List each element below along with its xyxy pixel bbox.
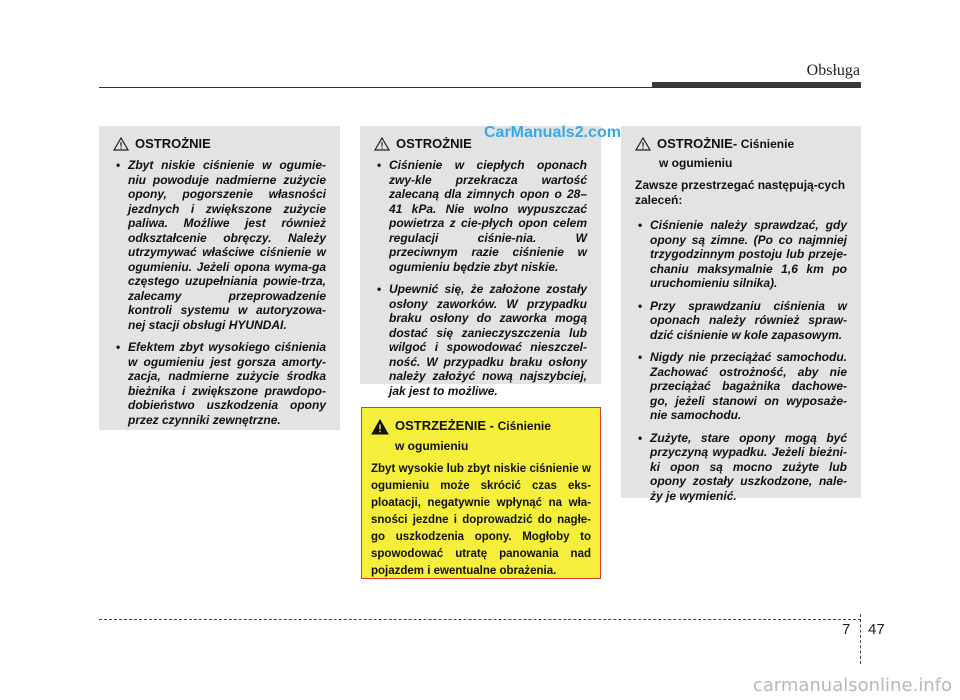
caution-title-sub-line: w ogumieniu bbox=[659, 156, 733, 170]
caution-header bbox=[635, 136, 847, 152]
header-rule bbox=[99, 87, 861, 88]
caution-list bbox=[635, 218, 847, 503]
caution-list bbox=[374, 158, 587, 398]
section-title: Obsługa bbox=[806, 62, 860, 79]
caution-header bbox=[113, 136, 326, 152]
list-item: • Zużyte, stare opony mogą być przyczyną wypadku. Jeżeli bieżni-ki opon są mocno zużyte lub opony zostały uszkodzone, nale-ży je wymienić. bbox=[638, 430, 847, 503]
caution-title-main: OSTROŻNIE- bbox=[657, 136, 738, 151]
caution-title bbox=[657, 136, 794, 152]
list-item-text: Nigdy nie przeciążać samochodu. Zachować ostrożność, aby nie przeciążać bagażnika dachowe-go, jeżeli stanowi on wyposaże-nie samochodu. bbox=[650, 350, 847, 422]
footer-divider bbox=[860, 614, 861, 664]
list-item: • Przy sprawdzaniu ciśnienia w oponach należy również spraw-dzić ciśnienie w kole zapasowym. bbox=[638, 298, 847, 342]
warning-title-main: OSTRZEŻENIE - bbox=[395, 418, 494, 433]
caution-triangle-icon bbox=[113, 137, 129, 151]
warning-triangle-icon bbox=[371, 419, 389, 435]
list-item-text: Przy sprawdzaniu ciśnienia w oponach należy również spraw-dzić ciśnienie w kole zapasowym. bbox=[650, 298, 847, 342]
warning-title-sub-line: w ogumieniu bbox=[395, 439, 469, 453]
list-item-text: Ciśnienie należy sprawdzać, gdy opony są zimne. (Po co najmniej trzygodzinnym postoju lub przeje-chaniu maksymalnie 1,6 km po uruchomieniu silnika). bbox=[650, 218, 847, 290]
list-item: • Nigdy nie przeciążać samochodu. Zachować ostrożność, aby nie przeciążać bagażnika dachowe-go, jeżeli stanowi on wyposaże-nie samochodu. bbox=[638, 350, 847, 422]
list-item: • Zbyt niskie ciśnienie w ogumie-niu powoduje nadmierne zużycie opony, pogorszenie własności jezdnych i zwiększone zużycie paliwa. Możliwe jest również odkształcenie obręczy. Należy utrzymywać właściwe ciśnienie w ogumieniu. Jeżeli opona wyma-ga częstego uzupełniania powie-trza, zalecamy przeprowadzenie kontroli systemu w autoryzowa-nej stacji obsługi HYUNDAI. bbox=[116, 158, 326, 332]
warning-title bbox=[395, 418, 551, 434]
footer-rule bbox=[99, 619, 861, 620]
caution-list bbox=[113, 158, 326, 427]
list-item: • Upewnić się, że założone zostały osłony zaworków. W przypadku braku osłony do zaworka mogą dostać się zanieczyszczenia lub wilgoć i spowodować nieszczel-ność. W przypadku braku osłony należy założyć nową najszybciej, jak jest to możliwe. bbox=[377, 282, 587, 398]
caution-box-low-pressure bbox=[99, 126, 340, 430]
warning-header bbox=[371, 418, 591, 435]
warning-box-tire-pressure bbox=[361, 407, 601, 579]
caution-title: OSTROŻNIE bbox=[135, 136, 211, 151]
caution-intro: Zawsze przestrzegać następują-cych zaleceń: bbox=[635, 178, 846, 207]
warning-title-sub: Ciśnienie bbox=[497, 419, 551, 433]
page-number: 47 bbox=[868, 621, 885, 638]
caution-title: OSTROŻNIE bbox=[396, 136, 472, 151]
caution-title-sub: Ciśnienie bbox=[740, 137, 795, 151]
caution-box-tire-pressure bbox=[621, 126, 861, 503]
chapter-number: 7 bbox=[842, 621, 851, 638]
list-item: • Ciśnienie należy sprawdzać, gdy opony są zimne. (Po co najmniej trzygodzinnym postoju lub przeje-chaniu maksymalnie 1,6 km po uruchomieniu silnika). bbox=[638, 218, 847, 290]
list-item-text: Efektem zbyt wysokiego ciśnienia w ogumieniu jest gorsza amorty-zacja, nadmierne zużycie środka bieżnika i zwiększone prawdopo-dobieństwo uszkodzenia opony przez czynniki zewnętrzne. bbox=[128, 340, 326, 427]
caution-triangle-icon bbox=[635, 137, 651, 151]
list-item-text: Upewnić się, że założone zostały osłony zaworków. W przypadku braku osłony do zaworka mogą dostać się zanieczyszczenia lub wilgoć i spowodować nieszczel-ność. W przypadku braku osłony należy założyć nową najszybciej, jak jest to możliwe. bbox=[389, 282, 587, 398]
list-item-text: Ciśnienie w ciepłych oponach zwy-kle przekracza wartość zalecaną dla zimnych opon o 28–41 kPa. Nie wolno wypuszczać powietrza z cie-płych opon celem regulacji ciśnie-nia. W przeciwnym razie ciśnienie w ogumieniu będzie zbyt niskie. bbox=[389, 158, 587, 274]
list-item: • Efektem zbyt wysokiego ciśnienia w ogumieniu jest gorsza amorty-zacja, nadmierne zużycie środka bieżnika i zwiększone prawdopo-dobieństwo uszkodzenia opony przez czynniki zewnętrzne. bbox=[116, 340, 326, 427]
caution-box-warm-tires bbox=[360, 126, 601, 398]
caution-triangle-icon bbox=[374, 137, 390, 151]
list-item-text: Zbyt niskie ciśnienie w ogumie-niu powoduje nadmierne zużycie opony, pogorszenie własności jezdnych i zwiększone zużycie paliwa. Możliwe jest również odkształcenie obręczy. Należy utrzymywać właściwe ciśnienie w ogumieniu. Jeżeli opona wyma-ga częstego uzupełniania powie-trza, zalecamy przeprowadzenie kontroli systemu w autoryzowa-nej stacji obsługi HYUNDAI. bbox=[128, 158, 326, 332]
list-item-text: Zużyte, stare opony mogą być przyczyną wypadku. Jeżeli bieżni-ki opon są mocno zużyte lub opony zostały uszkodzone, nale-ży je wymienić. bbox=[650, 430, 847, 503]
site-footer: carmanualsonline.info bbox=[752, 675, 952, 696]
warning-body: Zbyt wysokie lub zbyt niskie ciśnienie w ogumieniu może skrócić czas eks-ploatacji, negatywnie wpłynąć na wła-sności jezdne i doprowadzić do nagłe-go uszkodzenia opony. Mogłoby to spowodować utratę panowania nad pojazdem i ewentualne obrażenia. bbox=[371, 463, 591, 577]
list-item: • Ciśnienie w ciepłych oponach zwy-kle przekracza wartość zalecaną dla zimnych opon o 28–41 kPa. Nie wolno wypuszczać powietrza z cie-płych opon celem regulacji ciśnie-nia. W przeciwnym razie ciśnienie w ogumieniu będzie zbyt niskie. bbox=[377, 158, 587, 274]
watermark: CarManuals2.com bbox=[484, 124, 621, 141]
